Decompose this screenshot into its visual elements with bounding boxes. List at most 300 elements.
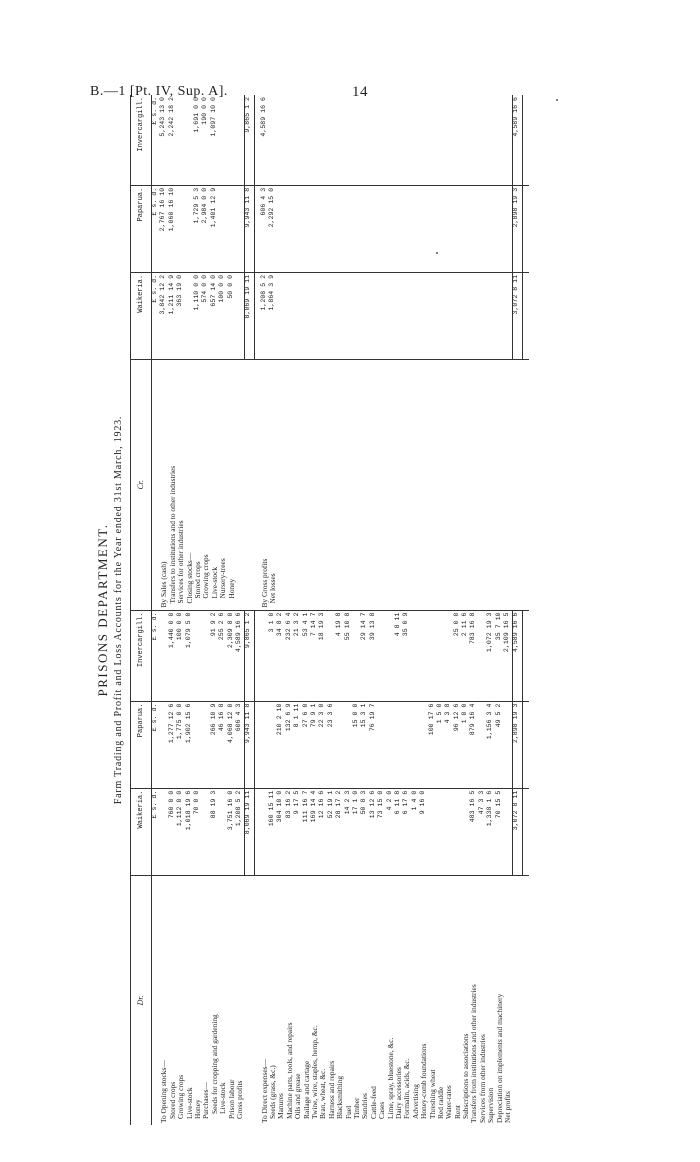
dr-paparua-value: 1,156 3 4	[487, 701, 495, 788]
spacer	[522, 788, 529, 875]
cr-item-label	[353, 359, 361, 610]
spacer	[245, 359, 254, 610]
col-invercargill-dr: Invercargill.	[131, 610, 152, 701]
dr-item-label: Formalin, acids, &c.	[402, 1058, 412, 1119]
dr-waikeria-value: 83 16 2	[286, 788, 294, 875]
dr-item-label: Cases	[377, 1101, 387, 1119]
dr-paparua-value	[378, 701, 386, 788]
cr-item-label	[454, 359, 462, 610]
cr-waikeria-value	[479, 272, 487, 359]
table-row	[177, 95, 185, 1125]
dr-item-label: Live-stock	[184, 1087, 194, 1119]
dr-item-label: Sundries	[360, 1093, 370, 1119]
cr-waikeria-value: 1,110 0 0	[194, 272, 202, 359]
cr-waikeria-value	[345, 272, 353, 359]
dr-item-label: Lime, spray, bluestone, &c.	[385, 1037, 395, 1119]
cr-paparua-value	[496, 185, 504, 272]
table-row	[219, 95, 227, 1125]
dr-item-label: Twine, wire, staples, hemp, &c.	[310, 1025, 320, 1119]
cr-item-label	[311, 359, 319, 610]
profit-loss-total-row	[513, 95, 522, 1125]
dr-item-label: Water-rates	[444, 1085, 454, 1119]
dr-invercargill-value: 21 3 2	[294, 610, 302, 701]
cr-paparua-value	[303, 185, 311, 272]
table-row	[311, 95, 319, 1125]
cr-item-label	[420, 359, 428, 610]
dr-item-label: Advertising	[410, 1084, 420, 1119]
cr-paparua-value	[479, 185, 487, 272]
cr-paparua-value	[311, 185, 319, 272]
dr-waikeria-value: 13 12 6	[370, 788, 378, 875]
dr-item-label: Supervision	[486, 1087, 496, 1123]
dr-item-label: Prison labour	[226, 1079, 236, 1119]
cr-waikeria-value	[319, 272, 327, 359]
dr-waikeria-value	[437, 788, 445, 875]
cr-invercargill-value	[420, 95, 428, 185]
cr-item-label: Honey	[228, 359, 236, 610]
cr-waikeria-value: 50 0 0	[228, 272, 236, 359]
cr-paparua-value	[395, 185, 403, 272]
cr-paparua-value: 2,292 15 0	[269, 185, 277, 272]
table-row	[470, 95, 478, 1125]
dr-paparua-value: 27 6 0	[303, 701, 311, 788]
table-row	[370, 95, 378, 1125]
dr-invercargill-value	[378, 610, 386, 701]
cr-paparua-total: 9,943 11 8	[245, 185, 254, 272]
cr-item-label	[504, 359, 513, 610]
dr-item-label: Oils and grease	[293, 1073, 303, 1119]
dr-item-label: To Opening stocks—	[159, 1060, 169, 1123]
cr-item-label	[387, 359, 395, 610]
dr-item-label: Rent	[452, 1105, 462, 1119]
dr-paparua-value: 79 9 1	[311, 701, 319, 788]
dr-invercargill-value: 4,589 16 6	[236, 610, 245, 701]
trading-total-row	[245, 95, 254, 1125]
cr-paparua-value: 2,767 16 10	[160, 185, 168, 272]
cr-invercargill-value	[387, 95, 395, 185]
dr-item-label: Live-stock	[218, 1082, 228, 1114]
cr-header: Cr.	[131, 359, 152, 610]
dr-item-label: Net profits	[503, 1091, 513, 1123]
cr-waikeria-value	[311, 272, 319, 359]
dr-waikeria-value: 6 17 6	[403, 788, 411, 875]
cr-item-label	[445, 359, 453, 610]
dr-invercargill-value: 1,072 19 3	[487, 610, 495, 701]
dr-item-label: Cattle-feed	[368, 1086, 378, 1119]
cr-waikeria-value	[277, 272, 285, 359]
cr-paparua-value	[286, 185, 294, 272]
dr-item-label: Harness and repairs	[326, 1060, 336, 1119]
table-row	[395, 95, 403, 1125]
cr-paparua-value: 1,401 12 9	[211, 185, 219, 272]
table-row	[336, 95, 344, 1125]
dr-item-label: Gross profits	[234, 1080, 244, 1119]
dr-paparua-value	[403, 701, 411, 788]
cr-paparua-value	[420, 185, 428, 272]
cr-waikeria-value	[294, 272, 302, 359]
dr-paparua-value: 879 16 4	[470, 701, 478, 788]
cr-item-label	[429, 359, 437, 610]
table-row	[429, 95, 437, 1125]
cr-invercargill-value	[353, 95, 361, 185]
table-row	[445, 95, 453, 1125]
cr-waikeria-value	[353, 272, 361, 359]
spacer	[513, 359, 522, 610]
cr-item-label	[236, 359, 245, 610]
cr-invercargill-value	[437, 95, 445, 185]
dr-waikeria-value: 483 16 5	[470, 788, 478, 875]
dr-paparua-value: 15 3 1	[361, 701, 369, 788]
dr-invercargill-value: 25 0 0	[454, 610, 462, 701]
dr-paparua-value	[395, 701, 403, 788]
dr-paparua-value: 49 5 2	[496, 701, 504, 788]
cr-item-label	[437, 359, 445, 610]
table-row	[303, 95, 311, 1125]
cr-item-label: By Gross profits	[261, 359, 269, 610]
dr-paparua-value: 100 17 6	[429, 701, 437, 788]
cr-paparua-value: 1,060 16 10	[169, 185, 177, 272]
cr-waikeria-value	[429, 272, 437, 359]
cr-invercargill-value	[403, 95, 411, 185]
dr-item-label: Subscriptions to associations	[461, 1033, 471, 1119]
cr-invercargill-value	[286, 95, 294, 185]
cr-invercargill-value: 1,097 10 0	[211, 95, 219, 185]
table-row	[387, 95, 395, 1125]
cr-paparua-value	[345, 185, 353, 272]
dr-waikeria-total: 8,069 19 11	[245, 788, 254, 875]
dr-waikeria-value: 1,018 19 6	[186, 788, 194, 875]
cr-invercargill-value	[177, 95, 185, 185]
spacer	[522, 185, 529, 272]
dr-invercargill-value	[429, 610, 437, 701]
dr-item-label: Threshing wheat	[427, 1069, 437, 1119]
dr-paparua-total: 9,943 11 8	[245, 701, 254, 788]
spacer	[522, 359, 529, 610]
dr-waikeria-value: 88 19 3	[211, 788, 219, 875]
dr-waikeria-value	[445, 788, 453, 875]
dr-paparua-value: 132 6 9	[286, 701, 294, 788]
page-header-reference: B.—1 [Pt. IV, Sup. A].	[90, 84, 228, 99]
table-row	[269, 95, 277, 1125]
dr-invercargill-value: 4 8 11	[395, 610, 403, 701]
table-row	[261, 95, 269, 1125]
dr-waikeria-value: 70 0 0	[194, 788, 202, 875]
cr-item-label	[370, 359, 378, 610]
cr-invercargill-value	[429, 95, 437, 185]
dr-paparua-value: 606 4 3	[236, 701, 245, 788]
dr-paparua-value: 96 12 6	[454, 701, 462, 788]
cr-invercargill-value	[269, 95, 277, 185]
cr-paparua-value	[228, 185, 236, 272]
cr-invercargill-value	[277, 95, 285, 185]
table-row	[361, 95, 369, 1125]
dr-waikeria-value: 760 0 0	[169, 788, 177, 875]
dr-waikeria-value: 1,208 5 2	[236, 788, 245, 875]
cr-invercargill-value: 5,243 13 0	[160, 95, 168, 185]
dr-waikeria-value: 1,338 1 6	[487, 788, 495, 875]
cr-item-label: Net losses	[269, 359, 277, 610]
dr-invercargill-value	[437, 610, 445, 701]
table-row	[437, 95, 445, 1125]
dr-paparua-value: 46 16 8	[219, 701, 227, 788]
cr-waikeria-value	[445, 272, 453, 359]
dr-item-label: Transfers from institutions and other industries	[469, 984, 479, 1123]
table-row	[454, 95, 462, 1125]
dr-waikeria-value: 9 17 5	[294, 788, 302, 875]
dr-waikeria-total: 3,072 8 11	[513, 788, 522, 875]
dr-paparua-value: 1,775 0 0	[177, 701, 185, 788]
cr-paparua-value	[387, 185, 395, 272]
cr-waikeria-value	[487, 272, 495, 359]
cr-paparua-value	[353, 185, 361, 272]
units-label: £ s. d.	[152, 610, 161, 701]
cr-paparua-value	[454, 185, 462, 272]
dr-invercargill-value: 7 14 7	[311, 610, 319, 701]
dr-item-label: Seeds (grass, &c.)	[268, 1065, 278, 1119]
cr-waikeria-value: 3,842 12 2	[160, 272, 168, 359]
cr-invercargill-total: 9,865 1 2	[245, 95, 254, 185]
cr-item-label: Live-stock	[211, 359, 219, 610]
spacer	[522, 875, 529, 1125]
dr-invercargill-total: 4,589 16 6	[513, 610, 522, 701]
dr-invercargill-value: 91 9 2	[211, 610, 219, 701]
table-row	[328, 95, 336, 1125]
table-row	[420, 95, 428, 1125]
cr-paparua-value	[277, 185, 285, 272]
department-title: PRISONS DEPARTMENT.	[95, 523, 110, 697]
dr-waikeria-value: 50 8 3	[361, 788, 369, 875]
dr-invercargill-value: 3 1 0	[269, 610, 277, 701]
dr-item-label: Honey-comb foundations	[419, 1043, 429, 1119]
dr-paparua-value: 1 5 0	[437, 701, 445, 788]
dr-item-label: Machine parts, tools, and repairs	[284, 1022, 294, 1119]
dr-waikeria-value: 6 11 8	[395, 788, 403, 875]
col-paparua-dr: Paparua.	[131, 701, 152, 788]
cr-item-label	[395, 359, 403, 610]
cr-paparua-value	[378, 185, 386, 272]
dr-waikeria-value: 1,112 0 0	[177, 788, 185, 875]
dr-paparua-value: 23 3 6	[328, 701, 336, 788]
cr-invercargill-value	[496, 95, 504, 185]
cr-invercargill-value	[336, 95, 344, 185]
dr-item-label: Growing crops	[176, 1074, 186, 1119]
dr-paparua-value: 266 10 9	[211, 701, 219, 788]
col-waikeria-cr: Waikeria.	[131, 272, 152, 359]
cr-item-label	[479, 359, 487, 610]
cr-invercargill-value: 1,691 0 0	[194, 95, 202, 185]
dr-waikeria-value: 12 16 6	[319, 788, 327, 875]
cr-paparua-value	[370, 185, 378, 272]
dr-item-label: Blacksmithing	[335, 1075, 345, 1119]
dr-invercargill-value: 1,079 5 0	[186, 610, 194, 701]
dr-paparua-value: 8 1 11	[294, 701, 302, 788]
cr-waikeria-value: 363 19 0	[177, 272, 185, 359]
section-gap	[522, 95, 529, 1125]
cr-item-label	[470, 359, 478, 610]
dr-waikeria-value: 9 16 0	[420, 788, 428, 875]
dr-paparua-total: 2,898 19 3	[513, 701, 522, 788]
dr-invercargill-value	[412, 610, 420, 701]
cr-invercargill-value	[378, 95, 386, 185]
dr-paparua-value	[387, 701, 395, 788]
cr-waikeria-value	[286, 272, 294, 359]
cr-waikeria-value: 100 0 0	[219, 272, 227, 359]
cr-paparua-value	[294, 185, 302, 272]
cr-waikeria-value: 1,208 5 2	[261, 272, 269, 359]
cr-paparua-value	[470, 185, 478, 272]
spacer	[245, 875, 254, 1125]
dr-item-label: Bran, wheat, &c.	[318, 1068, 328, 1119]
cr-item-label	[361, 359, 369, 610]
table-row	[412, 95, 420, 1125]
cr-invercargill-value: 4,589 16 6	[261, 95, 269, 185]
cr-item-label: Closing stocks—	[186, 359, 194, 610]
cr-paparua-value: 606 4 3	[261, 185, 269, 272]
table-row	[294, 95, 302, 1125]
dr-item-label: Purchases—	[201, 1082, 211, 1119]
cr-invercargill-value	[319, 95, 327, 185]
dr-waikeria-value: 3,751 16 0	[228, 788, 236, 875]
cr-paparua-value: 1,729 5 3	[194, 185, 202, 272]
dr-waikeria-value: 304 10 0	[277, 788, 285, 875]
cr-item-label	[412, 359, 420, 610]
dr-paparua-value: 1,902 15 6	[186, 701, 194, 788]
cr-paparua-value	[336, 185, 344, 272]
table-row	[202, 95, 210, 1125]
cr-paparua-value: 2,984 0 0	[202, 185, 210, 272]
cr-waikeria-value	[437, 272, 445, 359]
cr-paparua-value	[219, 185, 227, 272]
dr-item-label: Seeds for cropping and gardening	[209, 1014, 219, 1114]
cr-waikeria-value	[336, 272, 344, 359]
cr-paparua-total: 2,898 19 3	[513, 185, 522, 272]
cr-waikeria-value	[328, 272, 336, 359]
dr-invercargill-value: 232 6 4	[286, 610, 294, 701]
dr-invercargill-value	[194, 610, 202, 701]
table-row	[211, 95, 219, 1125]
cr-item-label	[403, 359, 411, 610]
cr-invercargill-value	[228, 95, 236, 185]
dr-waikeria-value: 4 2 0	[387, 788, 395, 875]
cr-item-label	[487, 359, 495, 610]
cr-waikeria-value: 1,864 3 9	[269, 272, 277, 359]
dr-invercargill-value: 55 10 8	[345, 610, 353, 701]
cr-invercargill-value	[412, 95, 420, 185]
cr-invercargill-total: 4,589 16 6	[513, 95, 522, 185]
dr-paparua-value: 22 3 0	[319, 701, 327, 788]
cr-waikeria-value	[361, 272, 369, 359]
cr-waikeria-value	[395, 272, 403, 359]
trading-units-row	[152, 95, 161, 1125]
cr-waikeria-value	[496, 272, 504, 359]
cr-paparua-value	[462, 185, 470, 272]
dr-paparua-value	[412, 701, 420, 788]
cr-paparua-value	[445, 185, 453, 272]
cr-invercargill-value	[345, 95, 353, 185]
table-row	[286, 95, 294, 1125]
cr-invercargill-value	[219, 95, 227, 185]
dr-waikeria-value: 28 17 2	[336, 788, 344, 875]
table-row	[169, 95, 177, 1125]
cr-invercargill-value	[311, 95, 319, 185]
cr-paparua-value	[177, 185, 185, 272]
dr-invercargill-value: 34 8 2	[277, 610, 285, 701]
cr-invercargill-value	[361, 95, 369, 185]
table-row	[496, 95, 504, 1125]
cr-invercargill-value	[445, 95, 453, 185]
dr-invercargill-value: 18 19 3	[319, 610, 327, 701]
dr-invercargill-value: 29 14 7	[361, 610, 369, 701]
cr-invercargill-value	[470, 95, 478, 185]
dr-paparua-value	[261, 701, 269, 788]
dr-paparua-value	[194, 701, 202, 788]
dr-waikeria-value	[429, 788, 437, 875]
cr-waikeria-value	[370, 272, 378, 359]
cr-invercargill-value	[479, 95, 487, 185]
dr-waikeria-value: 47 3 3	[479, 788, 487, 875]
dr-invercargill-value: 39 13 8	[370, 610, 378, 701]
spacer	[522, 95, 529, 185]
cr-invercargill-value	[370, 95, 378, 185]
dr-item-label: Manures	[276, 1093, 286, 1119]
dr-item-label: Stored crops	[167, 1081, 177, 1119]
table-row	[378, 95, 386, 1125]
cr-invercargill-value	[487, 95, 495, 185]
dr-waikeria-value: 1 4 0	[412, 788, 420, 875]
cr-item-label: By Sales (cash)	[160, 359, 168, 610]
dr-waikeria-value: 17 1 0	[353, 788, 361, 875]
cr-invercargill-value: 190 0 0	[202, 95, 210, 185]
dr-invercargill-value: 100 0 0	[177, 610, 185, 701]
dr-invercargill-value: 53 4 1	[303, 610, 311, 701]
dr-waikeria-value	[454, 788, 462, 875]
units-label: £ s. d.	[152, 788, 161, 875]
table-row	[353, 95, 361, 1125]
page-number: 14	[352, 84, 368, 100]
dr-invercargill-value: 255 2 6	[219, 610, 227, 701]
dr-waikeria-value: 52 19 1	[328, 788, 336, 875]
dr-paparua-value: 15 0 0	[353, 701, 361, 788]
cr-waikeria-total: 8,069 19 11	[245, 272, 254, 359]
table-row	[345, 95, 353, 1125]
spacer	[522, 701, 529, 788]
cr-waikeria-value: 657 14 0	[211, 272, 219, 359]
cr-waikeria-value	[462, 272, 470, 359]
table-row	[236, 95, 245, 1125]
cr-item-label	[336, 359, 344, 610]
header-row	[131, 95, 152, 1125]
dr-paparua-value: 4 3 8	[445, 701, 453, 788]
cr-item-label: Growing crops	[202, 359, 210, 610]
accounts-body	[152, 95, 529, 1125]
dr-item-label: Depreciation on implements and machinery	[494, 993, 504, 1123]
accounts-table	[130, 95, 529, 1125]
table-row	[186, 95, 194, 1125]
units-label: £ s. d.	[152, 95, 161, 185]
cr-paparua-value	[403, 185, 411, 272]
table-row	[504, 95, 513, 1125]
cr-waikeria-value: 574 0 0	[202, 272, 210, 359]
cr-waikeria-value	[412, 272, 420, 359]
dr-item-label: Fuel	[343, 1105, 353, 1119]
table-row	[462, 95, 470, 1125]
dr-waikeria-value: 111 16 7	[303, 788, 311, 875]
dr-waikeria-value: 160 15 11	[269, 788, 277, 875]
cr-invercargill-value	[294, 95, 302, 185]
dr-invercargill-total: 9,865 1 2	[245, 610, 254, 701]
dr-paparua-value: 4,068 12 0	[228, 701, 236, 788]
units-label: £ s. d.	[152, 272, 161, 359]
